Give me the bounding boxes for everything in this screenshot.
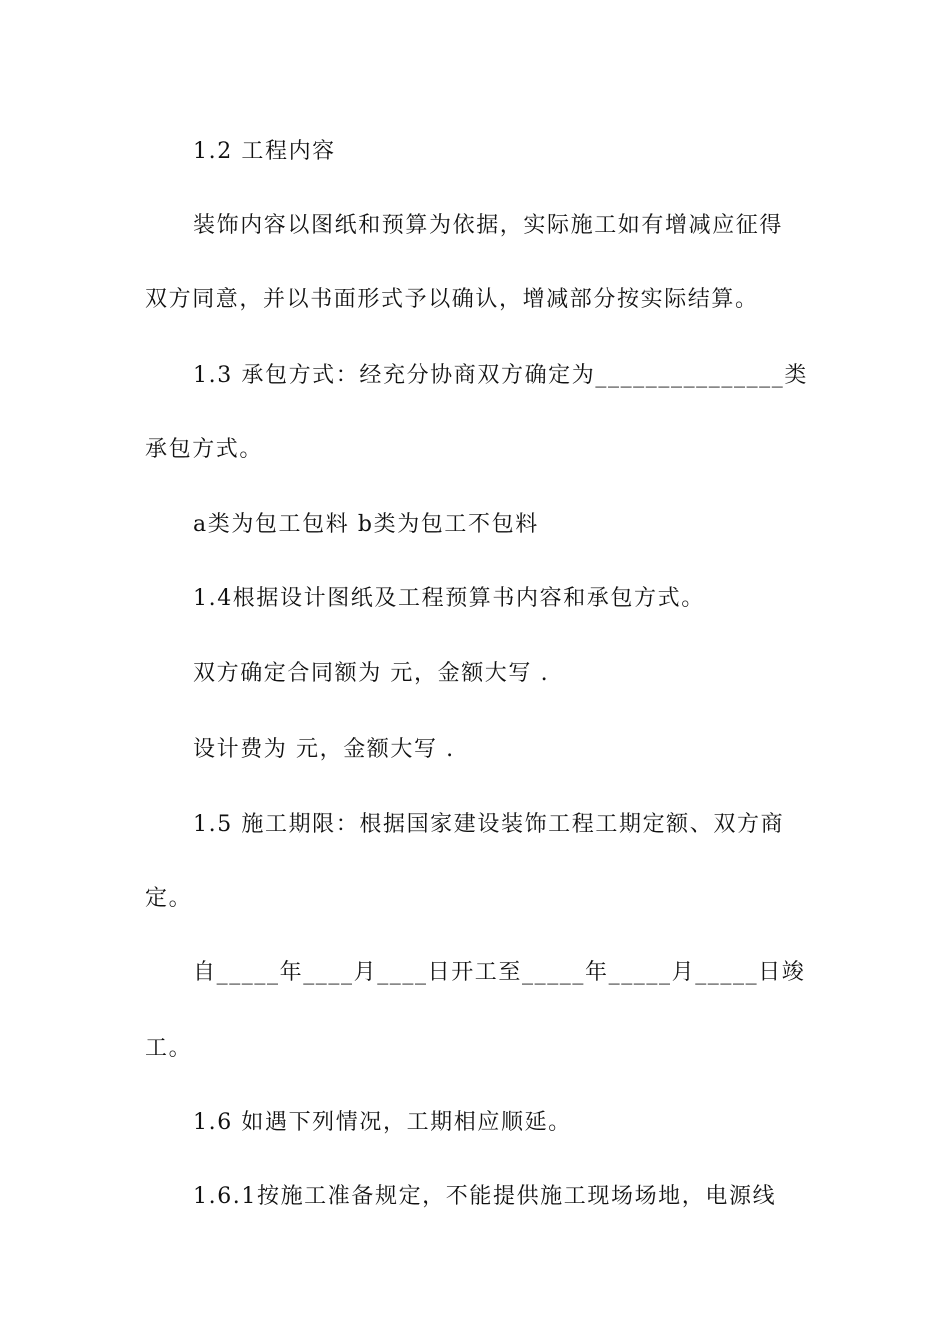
section-heading-1-4: 1.4根据设计图纸及工程预算书内容和承包方式。 (193, 586, 705, 611)
paragraph-line: 定。 (145, 886, 193, 911)
section-heading-1-3: 1.3 承包方式：经充分协商双方确定为_______________类 (193, 363, 808, 388)
paragraph-line: 工。 (145, 1036, 193, 1061)
paragraph-line: 自_____年____月____日开工至_____年_____月_____日竣 (193, 960, 806, 985)
paragraph-line: 设计费为 元，金额大写 . (193, 737, 455, 762)
section-heading-1-5: 1.5 施工期限：根据国家建设装饰工程工期定额、双方商 (193, 812, 785, 837)
paragraph-line: 承包方式。 (145, 437, 264, 462)
section-heading-1-6-1: 1.6.1按施工准备规定，不能提供施工现场场地，电源线 (193, 1184, 777, 1209)
paragraph-line: 双方确定合同额为 元，金额大写 . (193, 661, 550, 686)
paragraph-line: 双方同意，并以书面形式予以确认，增减部分按实际结算。 (145, 287, 759, 312)
paragraph-line: 装饰内容以图纸和预算为依据，实际施工如有增减应征得 (193, 213, 784, 238)
section-heading-1-2: 1.2 工程内容 (193, 139, 336, 164)
paragraph-line: a类为包工包料 b类为包工不包料 (193, 512, 539, 537)
section-heading-1-6: 1.6 如遇下列情况，工期相应顺延。 (193, 1110, 572, 1135)
